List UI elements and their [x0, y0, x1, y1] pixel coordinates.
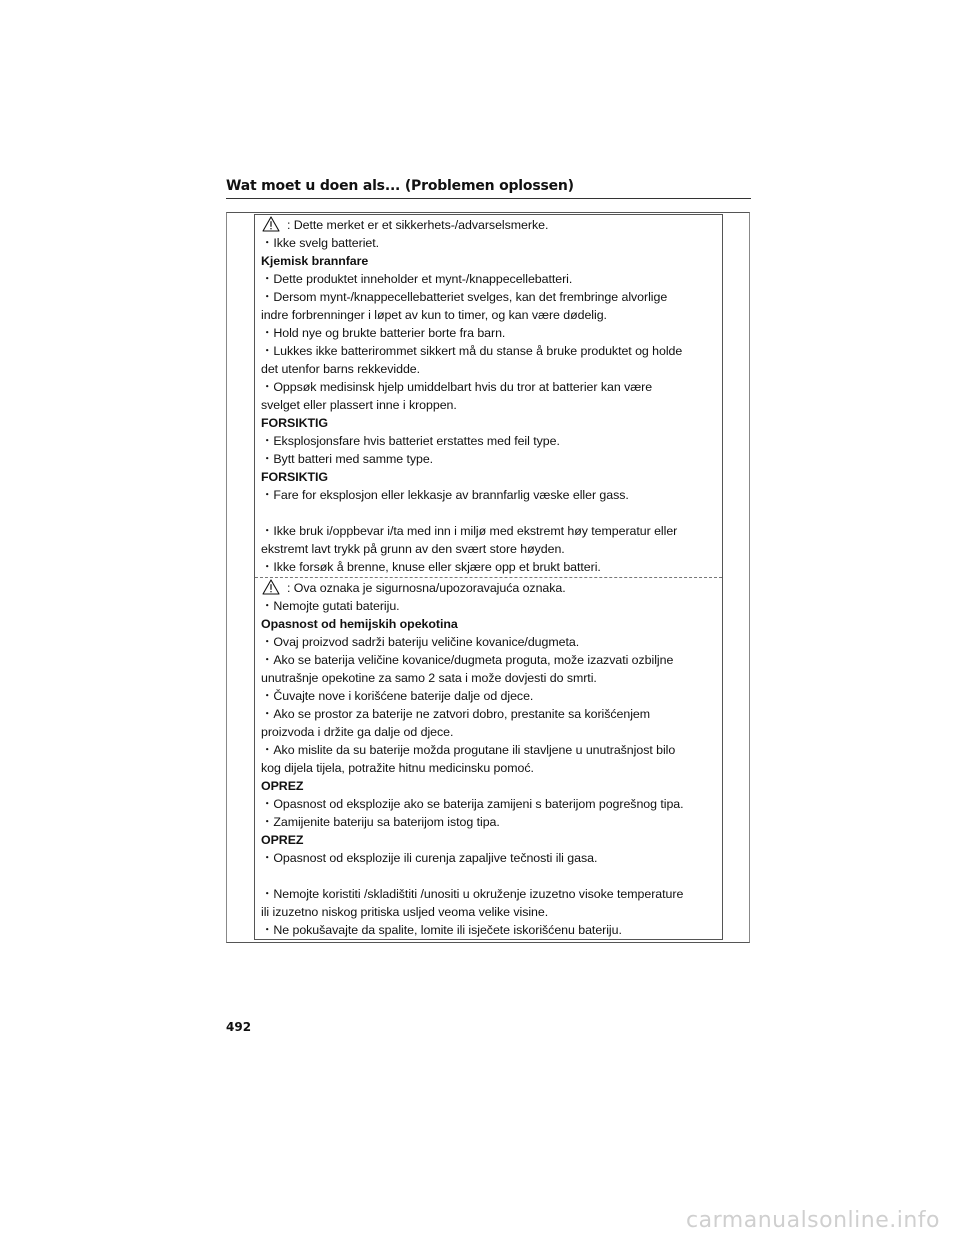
croatian-lines — [261, 597, 719, 939]
text-line: ・Bytt batteri med samme type. — [261, 452, 434, 466]
blank-line — [261, 504, 719, 522]
warning-triangle-icon — [262, 216, 280, 232]
text-line: ・Opasnost od eksplozije ili curenja zapaljive tečnosti ili gasa. — [261, 851, 598, 865]
text-line: ・Ikke bruk i/oppbevar i/ta med inn i miljø med ekstremt høy temperatur eller — [261, 524, 678, 538]
text-line: ・Ikke forsøk å brenne, knuse eller skjære opp et brukt batteri. — [261, 560, 601, 574]
text-line: ・Dette produktet inneholder et mynt-/knappecellebatteri. — [261, 272, 573, 286]
text-line: ・Ikke svelg batteriet. — [261, 236, 380, 250]
norwegian-lines — [261, 234, 719, 576]
text-line: ・Dersom mynt-/knappecellebatteriet svelges, kan det frembringe alvorlige — [261, 290, 668, 304]
section-heading: OPREZ — [261, 779, 304, 793]
text-line: ・Nemojte gutati bateriju. — [261, 599, 400, 613]
text-line: kog dijela tijela, potražite hitnu medicinsku pomoć. — [261, 761, 534, 775]
text-line: ・Ne pokušavajte da spalite, lomite ili isječete iskorišćenu bateriju. — [261, 923, 622, 937]
warning-line — [261, 216, 719, 234]
text-line: ・Oppsøk medisinsk hjelp umiddelbart hvis du tror at batterier kan være — [261, 380, 653, 394]
text-line: ・Zamijenite bateriju sa baterijom istog tipa. — [261, 815, 500, 829]
warning-line — [261, 579, 719, 597]
text-line: ・Ako se prostor za baterije ne zatvori dobro, prestanite sa korišćenjem — [261, 707, 651, 721]
text-line: ・Fare for eksplosjon eller lekkasje av brannfarlig væske eller gass. — [261, 488, 629, 502]
text-line: ・Ovaj proizvod sadrži bateriju veličine kovanice/dugmeta. — [261, 635, 580, 649]
text-line: ・Lukkes ikke batterirommet sikkert må du stanse å bruke produktet og holde — [261, 344, 683, 358]
warning-mark-text: : Ova oznaka je sigurnosna/upozoravajuća oznaka. — [287, 581, 566, 595]
section-croatian — [261, 579, 719, 939]
text-line: ekstremt lavt trykk på grunn av den svært store høyden. — [261, 542, 565, 556]
text-line: ・Hold nye og brukte batterier borte fra barn. — [261, 326, 506, 340]
text-line: ・Opasnost od eksplozije ako se baterija zamijeni s baterijom pogrešnog tipa. — [261, 797, 684, 811]
header-rule — [226, 198, 751, 199]
text-line: ・Čuvajte nove i korišćene baterije dalje od djece. — [261, 689, 534, 703]
section-divider — [255, 577, 722, 578]
section-heading: FORSIKTIG — [261, 416, 329, 430]
text-line: det utenfor barns rekkevidde. — [261, 362, 421, 376]
text-line: ・Nemojte koristiti /skladištiti /unositi u okruženje izuzetno visoke temperature — [261, 887, 684, 901]
text-line: svelget eller plassert inne i kroppen. — [261, 398, 457, 412]
section-heading: FORSIKTIG — [261, 470, 329, 484]
section-norwegian — [261, 216, 719, 576]
text-line: proizvoda i držite ga dalje od djece. — [261, 725, 454, 739]
site-watermark: carmanualsonline.info — [686, 1208, 940, 1233]
section-heading: Kjemisk brannfare — [261, 254, 369, 268]
text-line: indre forbrenninger i løpet av kun to timer, og kan være dødelig. — [261, 308, 607, 322]
warning-mark-text: : Dette merket er et sikkerhets-/advarselsmerke. — [287, 218, 549, 232]
section-heading: Opasnost od hemijskih opekotina — [261, 617, 458, 631]
section-heading: OPREZ — [261, 833, 304, 847]
text-line: ・Ako mislite da su baterije možda progutane ili stavljene u unutrašnjost bilo — [261, 743, 676, 757]
text-line: unutrašnje opekotine za samo 2 sata i može dovjesti do smrti. — [261, 671, 597, 685]
warning-triangle-icon — [262, 579, 280, 595]
page-number: 492 — [226, 1020, 252, 1034]
blank-line — [261, 867, 719, 885]
text-line: ・Eksplosjonsfare hvis batteriet erstattes med feil type. — [261, 434, 560, 448]
text-line: ・Ako se baterija veličine kovanice/dugmeta proguta, može izazvati ozbiljne — [261, 653, 674, 667]
text-line: ili izuzetno niskog pritiska usljed veoma velike visine. — [261, 905, 549, 919]
page-header-title: Wat moet u doen als... (Problemen oplossen) — [226, 178, 574, 194]
